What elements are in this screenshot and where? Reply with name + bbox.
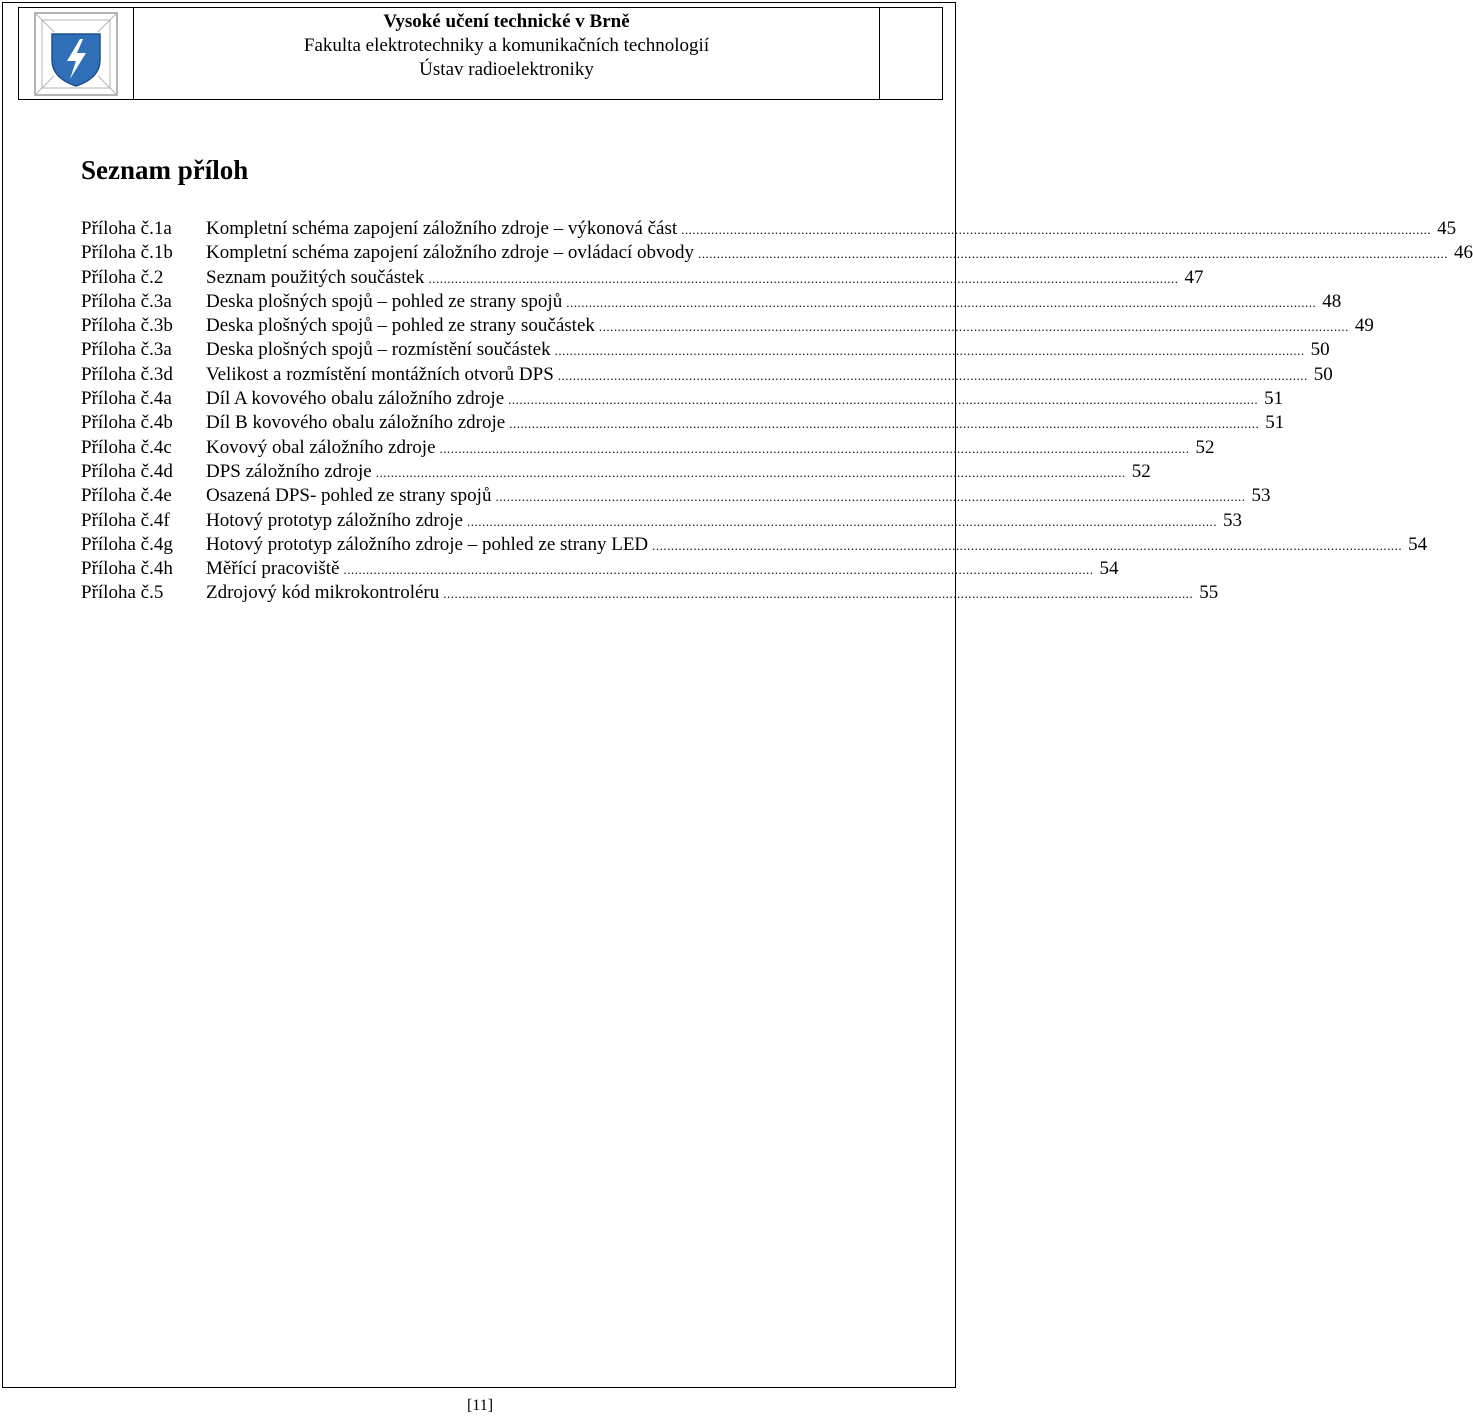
dot-leader: ........................................................................................................................................................................................................ (343, 562, 1094, 578)
appendix-page-number: 52 (1131, 460, 1151, 482)
university-logo-icon (34, 12, 118, 96)
appendix-page-number: 55 (1199, 582, 1219, 604)
appendix-entry[interactable] (81, 314, 1374, 338)
dot-leader: ........................................................................................................................................................................................................ (466, 513, 1217, 529)
appendix-label: Příloha č.1a (81, 218, 172, 239)
page-title: Seznam příloh (81, 155, 249, 185)
appendix-entry[interactable] (81, 290, 1342, 314)
faculty-name: Fakulta elektrotechniky a komunikačních technologií (303, 35, 710, 56)
appendix-page-number: 50 (1310, 339, 1330, 361)
appendix-entry[interactable] (81, 387, 1284, 411)
appendix-entry[interactable] (81, 557, 1119, 581)
appendix-entry[interactable] (81, 509, 1242, 533)
appendix-label: Příloha č.4c (81, 436, 172, 458)
appendix-entry[interactable] (81, 363, 1333, 387)
appendix-entry[interactable] (81, 533, 1428, 557)
dot-leader: ........................................................................................................................................................................................................ (375, 464, 1126, 480)
appendix-label: Příloha č.4h (81, 558, 173, 580)
department-name: Ústav radioelektroniky (419, 59, 594, 80)
appendix-page-number: 54 (1099, 558, 1119, 580)
document-header (18, 7, 943, 100)
appendix-page-number: 48 (1322, 290, 1342, 312)
appendix-entry[interactable] (81, 460, 1151, 484)
appendix-title: DPS záložního zdroje (206, 460, 372, 482)
appendix-entry[interactable] (81, 266, 1204, 290)
dot-leader: ........................................................................................................................................................................................................ (557, 367, 1308, 383)
appendix-page-number: 53 (1222, 509, 1242, 531)
appendix-title: Deska plošných spojů – pohled ze strany součástek (206, 315, 595, 337)
appendix-entry[interactable] (81, 411, 1285, 435)
header-text-block (134, 8, 880, 99)
page-border (2, 2, 956, 1388)
appendix-label: Příloha č.1b (81, 242, 173, 264)
appendix-entry[interactable] (81, 484, 1271, 508)
appendix-page-number: 49 (1354, 315, 1374, 337)
appendix-title: Kovový obal záložního zdroje (206, 436, 436, 458)
appendix-label: Příloha č.5 (81, 582, 164, 604)
appendix-title: Deska plošných spojů – rozmístění součástek (206, 339, 551, 361)
dot-leader: ........................................................................................................................................................................................................ (598, 319, 1349, 335)
appendix-entry[interactable] (81, 241, 1473, 265)
appendix-title: Kompletní schéma zapojení záložního zdroje – ovládací obvody (206, 242, 695, 264)
appendix-entry[interactable] (81, 217, 1457, 241)
appendix-page-number: 50 (1313, 363, 1333, 385)
dot-leader: ........................................................................................................................................................................................................ (443, 586, 1194, 602)
appendix-label: Příloha č.3b (81, 315, 173, 337)
appendix-title: Velikost a rozmístění montážních otvorů DPS (206, 363, 554, 385)
dot-leader: ........................................................................................................................................................................................................ (681, 222, 1432, 237)
appendix-title: Hotový prototyp záložního zdroje – pohled ze strany LED (206, 533, 649, 555)
appendix-title: Deska plošných spojů – pohled ze strany spojů (206, 290, 563, 312)
appendix-entry[interactable] (81, 581, 1219, 605)
appendix-label: Příloha č.4f (81, 509, 170, 531)
appendix-label: Příloha č.4e (81, 485, 172, 507)
appendix-title: Díl A kovového obalu záložního zdroje (206, 388, 505, 410)
header-empty-cell (880, 8, 942, 99)
appendix-page-number: 51 (1264, 388, 1284, 410)
appendix-page-number: 46 (1454, 242, 1473, 264)
dot-leader: ........................................................................................................................................................................................................ (554, 343, 1305, 359)
appendix-title: Osazená DPS- pohled ze strany spojů (206, 485, 492, 507)
appendix-label: Příloha č.4b (81, 412, 173, 434)
dot-leader: ........................................................................................................................................................................................................ (508, 392, 1259, 408)
dot-leader: ........................................................................................................................................................................................................ (428, 270, 1179, 286)
appendix-page-number: 51 (1265, 412, 1285, 434)
appendix-list (81, 217, 1473, 606)
page-number: [11] (466, 1397, 494, 1414)
appendix-label: Příloha č.4g (81, 533, 173, 555)
appendix-label: Příloha č.3a (81, 290, 172, 312)
appendix-title: Měřící pracoviště (206, 558, 340, 580)
appendix-label: Příloha č.3a (81, 339, 172, 361)
appendix-page-number: 47 (1184, 266, 1204, 288)
appendix-title: Zdrojový kód mikrokontroléru (206, 582, 440, 604)
logo-cell (19, 8, 134, 99)
appendix-title: Kompletní schéma zapojení záložního zdroje – výkonová část (206, 218, 678, 239)
appendix-page-number: 53 (1251, 485, 1271, 507)
dot-leader: ........................................................................................................................................................................................................ (509, 416, 1260, 432)
appendix-title: Seznam použitých součástek (206, 266, 425, 288)
dot-leader: ........................................................................................................................................................................................................ (698, 246, 1449, 262)
appendix-label: Příloha č.2 (81, 266, 164, 288)
appendix-page-number: 52 (1195, 436, 1215, 458)
appendix-page-number: 54 (1408, 533, 1428, 555)
appendix-title: Díl B kovového obalu záložního zdroje (206, 412, 506, 434)
appendix-page-number: 45 (1437, 218, 1457, 239)
appendix-label: Příloha č.4d (81, 460, 173, 482)
dot-leader: ........................................................................................................................................................................................................ (566, 294, 1317, 310)
dot-leader: ........................................................................................................................................................................................................ (495, 489, 1246, 505)
appendix-title: Hotový prototyp záložního zdroje (206, 509, 463, 531)
appendix-entry[interactable] (81, 436, 1215, 460)
dot-leader: ........................................................................................................................................................................................................ (439, 440, 1190, 456)
university-name: Vysoké učení technické v Brně (383, 11, 630, 32)
dot-leader: ........................................................................................................................................................................................................ (652, 537, 1403, 553)
appendix-label: Příloha č.3d (81, 363, 173, 385)
appendix-label: Příloha č.4a (81, 388, 172, 410)
appendix-entry[interactable] (81, 338, 1330, 362)
